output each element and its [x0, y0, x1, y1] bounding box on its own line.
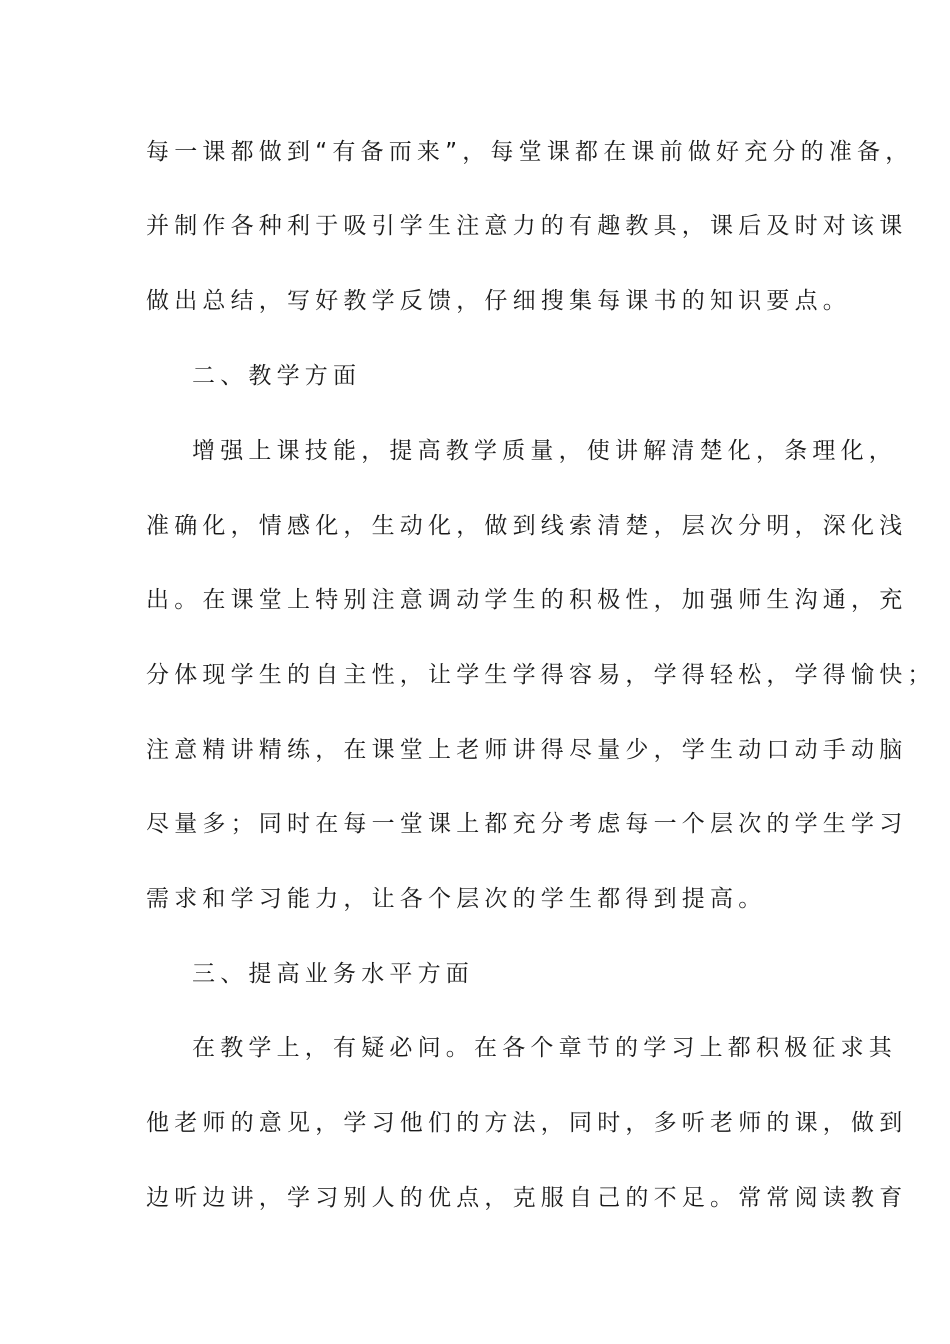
paragraph-line: 出。在课堂上特别注意调动学生的积极性，加强师生沟通，充: [146, 587, 908, 613]
paragraph-line: 增强上课技能，提高教学质量，使讲解清楚化，条理化，: [192, 438, 897, 464]
paragraph-line: 需求和学习能力，让各个层次的学生都得到提高。: [146, 886, 767, 912]
paragraph-line: 他老师的意见，学习他们的方法，同时，多听老师的课，做到: [146, 1110, 908, 1136]
paragraph-line: 并制作各种利于吸引学生注意力的有趣教具，课后及时对该课: [146, 213, 908, 239]
section-heading: 三、提高业务水平方面: [192, 961, 474, 987]
paragraph-line: 分体现学生的自主性，让学生学得容易，学得轻松，学得愉快；: [146, 662, 936, 688]
paragraph-line: 做出总结，写好教学反馈，仔细搜集每课书的知识要点。: [146, 288, 851, 314]
paragraph-line: 在教学上，有疑必问。在各个章节的学习上都积极征求其: [192, 1035, 897, 1061]
paragraph-line: 注意精讲精练，在课堂上老师讲得尽量少，学生动口动手动脑: [146, 737, 908, 763]
paragraph-line: 尽量多；同时在每一堂课上都充分考虑每一个层次的学生学习: [146, 811, 908, 837]
paragraph-line: 每一课都做到“有备而来”，每堂课都在课前做好充分的准备，: [146, 139, 914, 165]
paragraph-line: 准确化，情感化，生动化，做到线索清楚，层次分明，深化浅: [146, 513, 908, 539]
section-heading: 二、教学方面: [192, 363, 362, 389]
paragraph-line: 边听边讲，学习别人的优点，克服自己的不足。常常阅读教育: [146, 1185, 908, 1211]
